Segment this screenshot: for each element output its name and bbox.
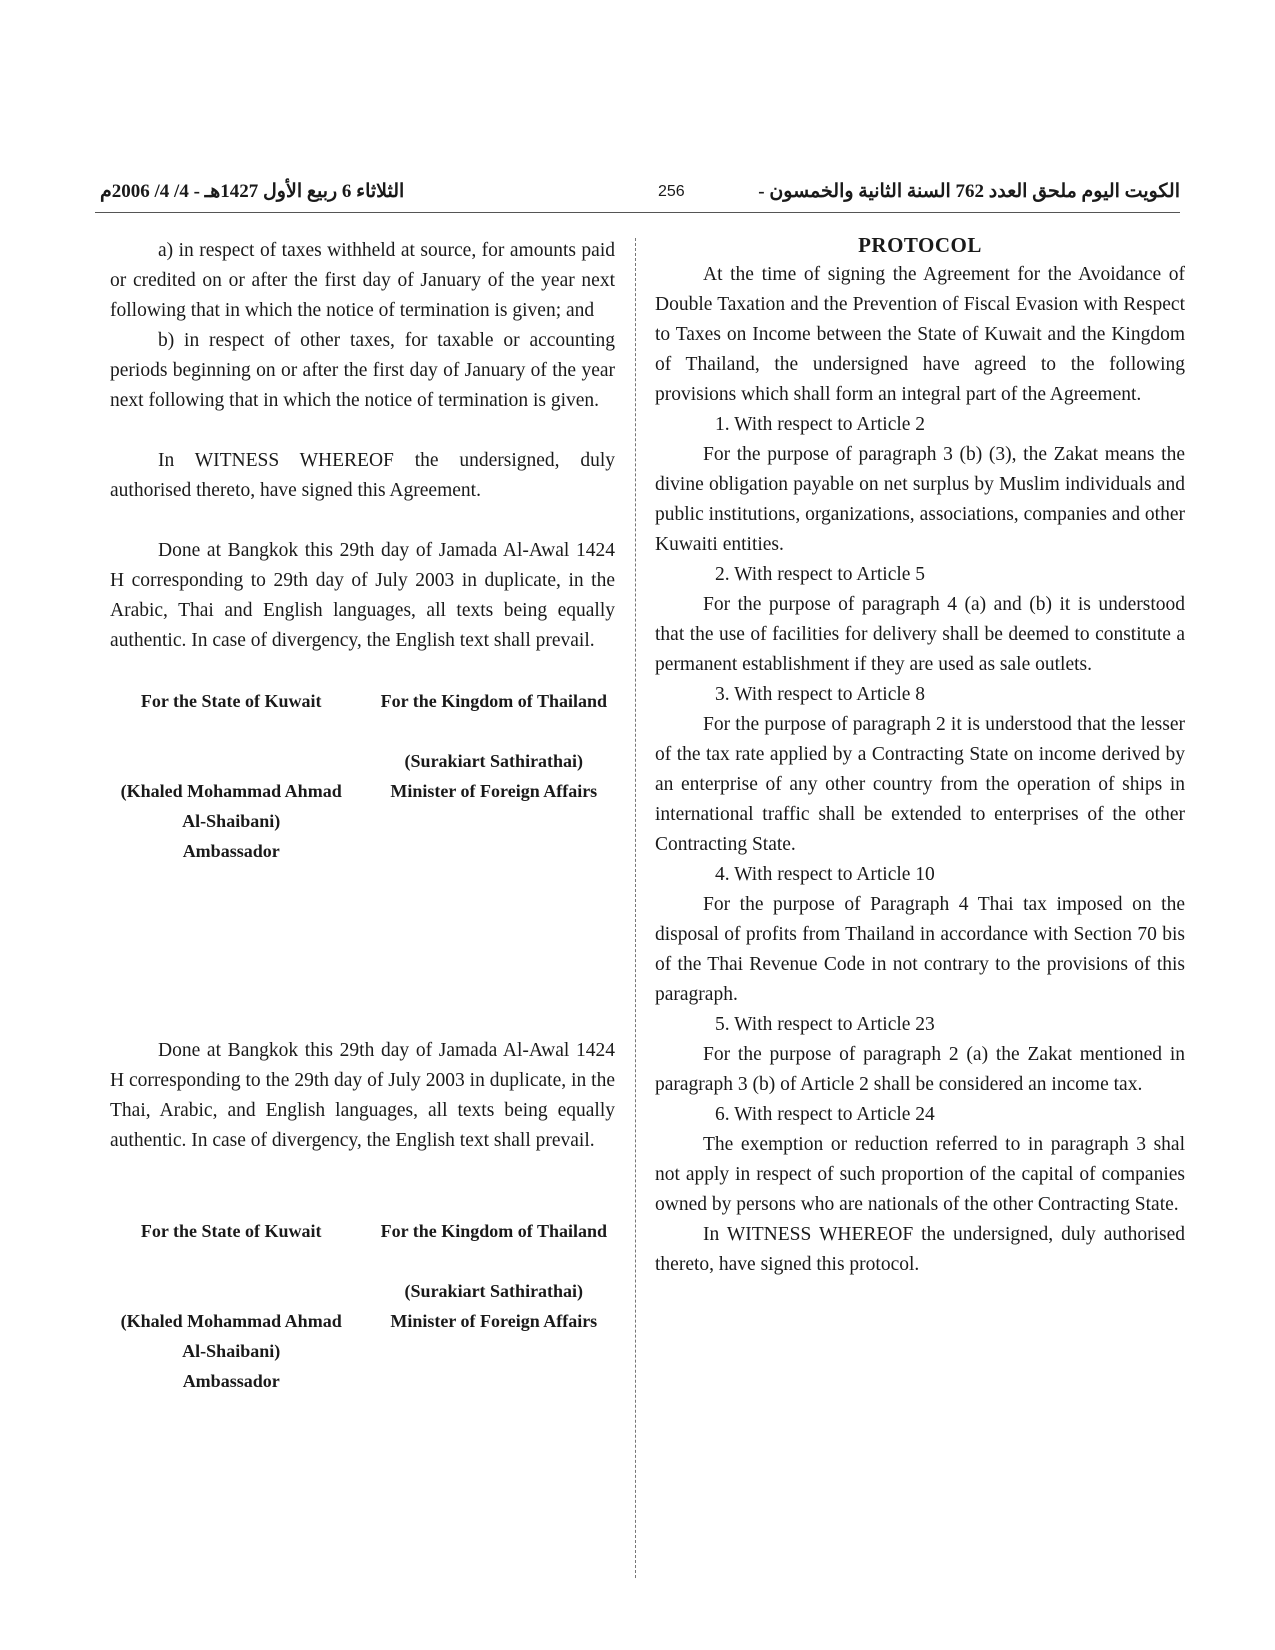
witness-agreement: In WITNESS WHEREOF the undersigned, duly authorised thereto, have signed this Agreement. [110, 450, 615, 501]
protocol-intro: At the time of signing the Agreement for the Avoidance of Double Taxation and the Prevention of Fiscal Evasion with Respect to Taxes on Income between the State of Kuwait and the Kingdom of Thailand, the undersigned have agreed to the following provisions which shall form an integral part of the Agreement. [655, 264, 1185, 405]
article-heading: 6. With respect to Article 24 [715, 1104, 935, 1125]
article-text: For the purpose of paragraph 4 (a) and (b) it is understood that the use of facilities for delivery shall be deemed to constitute a permanent establishment if they are used as sale outlets. [655, 594, 1185, 675]
article-text: For the purpose of Paragraph 4 Thai tax imposed on the disposal of profits from Thailand in accordance with Section 70 bis of the Thai Revenue Code in not contrary to the provisions of this paragraph. [655, 894, 1185, 1005]
thailand-name: (Surakiart Sathirathai) [404, 751, 584, 771]
thailand-name: (Surakiart Sathirathai) [404, 1281, 584, 1301]
protocol-title: PROTOCOL [858, 233, 982, 257]
column-divider [635, 238, 636, 1578]
header-date: الثلاثاء 6 ربيع الأول 1427هـ - 4/ 4/ 2006م [100, 181, 405, 202]
kuwait-signatory-2 [110, 1216, 352, 1396]
signature-block-2 [110, 1216, 615, 1396]
page-header [100, 180, 1180, 216]
witness-protocol: In WITNESS WHEREOF the undersigned, duly authorised thereto, have signed this protocol. [655, 1224, 1185, 1275]
thailand-label: For the Kingdom of Thailand [380, 691, 607, 711]
kuwait-label: For the State of Kuwait [140, 1221, 322, 1241]
kuwait-title: Ambassador [182, 1371, 280, 1391]
done-statement-1: Done at Bangkok this 29th day of Jamada Al-Awal 1424 H corresponding to 29th day of July 2003 in duplicate, in the Arabic, Thai and English languages, all texts being equally authentic. In case of divergency, the English text shall prevail. [110, 540, 615, 651]
thailand-title: Minister of Foreign Affairs [390, 781, 598, 801]
left-column [110, 236, 615, 1396]
thailand-signatory-1 [373, 686, 615, 866]
signature-block-1 [110, 686, 615, 866]
kuwait-signatory-1 [110, 686, 352, 866]
article-heading: 2. With respect to Article 5 [715, 564, 926, 585]
header-rule [95, 212, 1180, 213]
article-heading: 3. With respect to Article 8 [715, 684, 926, 705]
article-text: For the purpose of paragraph 2 (a) the Zakat mentioned in paragraph 3 (b) of Article 2 shall be considered an income tax. [655, 1044, 1185, 1095]
thailand-signatory-2 [373, 1216, 615, 1396]
article-heading: 1. With respect to Article 2 [715, 414, 926, 435]
article-text: For the purpose of paragraph 3 (b) (3), the Zakat means the divine obligation payable on net surplus by Muslim individuals and public institutions, organizations, associations, companies and other Kuwaiti entities. [655, 444, 1185, 555]
right-column [655, 230, 1185, 1280]
termination-para-a: a) in respect of taxes withheld at source, for amounts paid or credited on or after the first day of January of the year next following that in which the notice of termination is given; and [110, 240, 615, 321]
article-heading: 5. With respect to Article 23 [715, 1014, 935, 1035]
header-title: الكويت اليوم ملحق العدد 762 السنة الثانية والخمسون - [758, 181, 1180, 202]
kuwait-name: (Khaled Mohammad Ahmad Al-Shaibani) [120, 1311, 342, 1361]
kuwait-name: (Khaled Mohammad Ahmad Al-Shaibani) [120, 781, 342, 831]
page-number: 256 [658, 183, 685, 200]
kuwait-title: Ambassador [182, 841, 280, 861]
thailand-label: For the Kingdom of Thailand [380, 1221, 607, 1241]
article-heading: 4. With respect to Article 10 [715, 864, 935, 885]
article-text: For the purpose of paragraph 2 it is understood that the lesser of the tax rate applied by a Contracting State on income derived by an enterprise of any other country from the operation of ships in international traffic shall be extended to enterprises of the other Contracting State. [655, 714, 1185, 855]
termination-para-b: b) in respect of other taxes, for taxable or accounting periods beginning on or after the first day of January of the year next following that in which the notice of termination is given. [110, 330, 615, 411]
kuwait-label: For the State of Kuwait [140, 691, 322, 711]
done-statement-2: Done at Bangkok this 29th day of Jamada Al-Awal 1424 H corresponding to the 29th day of July 2003 in duplicate, in the Thai, Arabic, and English languages, all texts being equally authentic. In case of divergency, the English text shall prevail. [110, 1040, 615, 1151]
thailand-title: Minister of Foreign Affairs [390, 1311, 598, 1331]
article-text: The exemption or reduction referred to in paragraph 3 shal not apply in respect of such proportion of the capital of companies owned by persons who are nationals of the other Contracting State. [655, 1134, 1185, 1215]
